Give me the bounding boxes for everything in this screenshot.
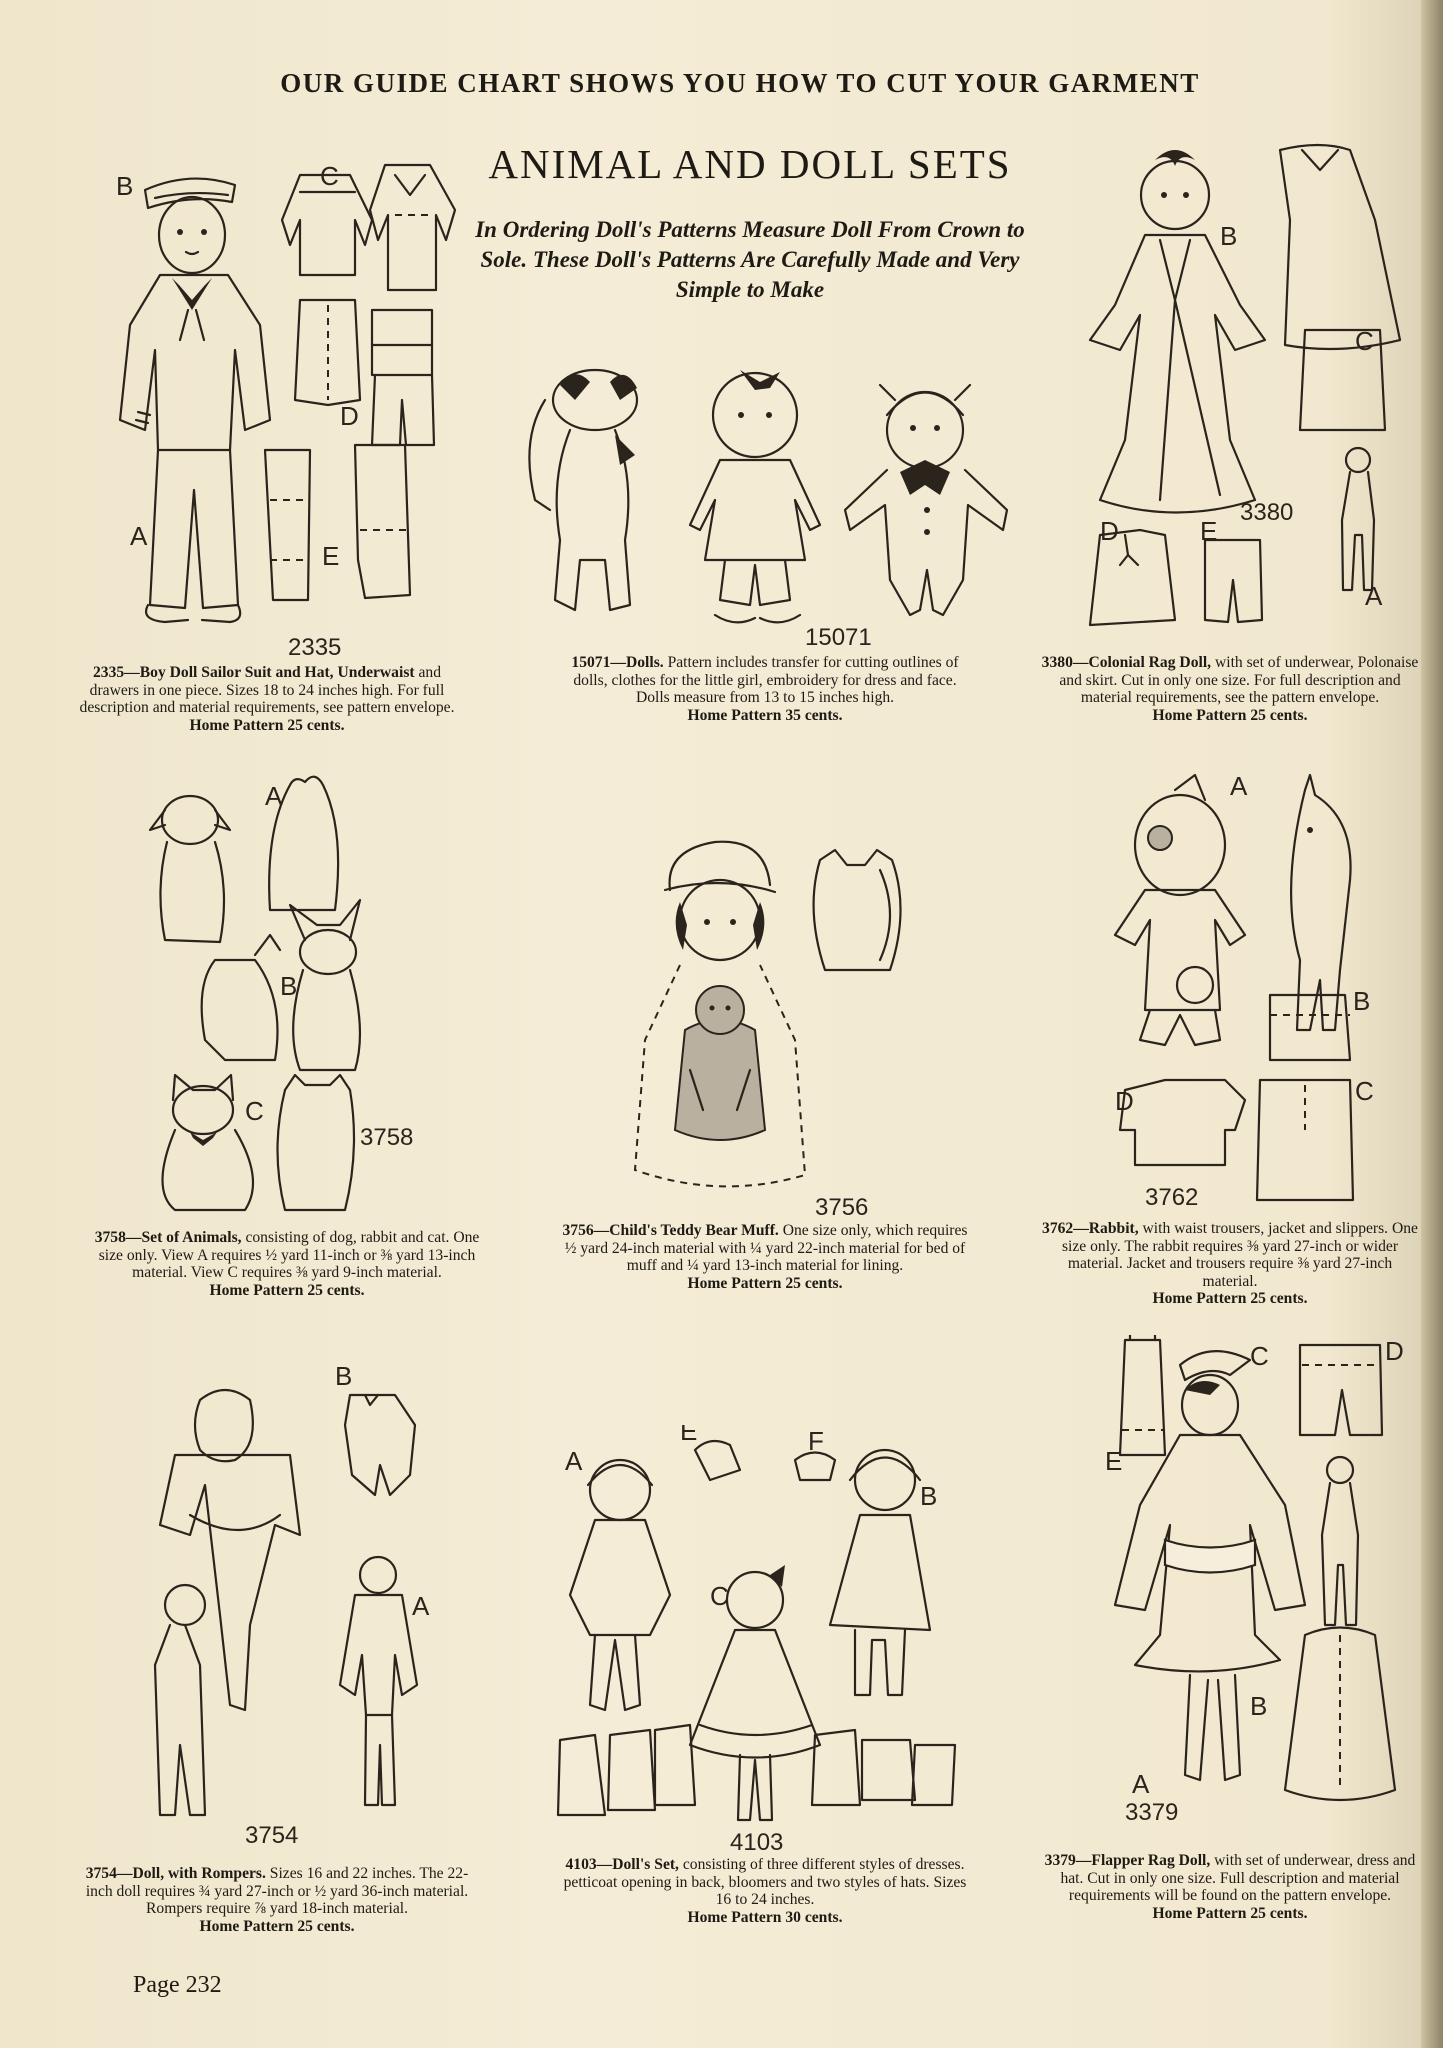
view-label-f: F	[808, 1426, 824, 1456]
figure-number-3379: 3379	[1125, 1799, 1179, 1825]
view-label-b: B	[335, 1365, 353, 1391]
figure-number-3380: 3380	[1240, 499, 1294, 526]
view-label-b: B	[1353, 986, 1371, 1016]
figure-number-4103: 4103	[730, 1829, 784, 1855]
view-label-e: E	[1105, 1446, 1123, 1476]
view-label-a: A	[130, 521, 148, 551]
view-label-b: B	[1250, 1691, 1268, 1721]
pattern-title: 3754—Doll, with Rompers.	[85, 1865, 266, 1882]
pattern-title: 3380—Colonial Rag Doll,	[1041, 654, 1212, 671]
pattern-title: 3762—Rabbit,	[1042, 1220, 1139, 1237]
pattern-body: and drawers in one piece. Sizes 18 to 24 inches high. For full description and material requirements, see pattern envelope.	[79, 664, 455, 716]
pattern-description-3380	[1040, 654, 1420, 724]
pattern-price: Home Pattern 25 cents.	[1152, 1290, 1308, 1307]
figure-number-3762: 3762	[1145, 1184, 1199, 1210]
view-label-a: A	[265, 781, 283, 811]
view-label-a: A	[412, 1591, 430, 1621]
pattern-description-3758	[92, 1229, 482, 1299]
view-label-e: E	[1200, 516, 1218, 546]
pattern-price: Home Pattern 25 cents.	[209, 1281, 365, 1299]
illustration-2335	[110, 150, 470, 660]
pattern-price: Home Pattern 25 cents.	[687, 1274, 843, 1292]
pattern-title: 3379—Flapper Rag Doll,	[1044, 1852, 1211, 1869]
figure-number-3756: 3756	[815, 1194, 869, 1220]
pattern-body: One size only, which requires ½ yard 24-inch material with ¼ yard 22-inch material for bed of muff and ¼ yard 13-inch material for lining.	[564, 1222, 968, 1274]
pattern-description-15071	[560, 654, 970, 724]
intro-text: In Ordering Doll's Patterns Measure Doll From Crown to Sole. These Doll's Patterns Are Carefully Made and Very Simple to Make	[475, 217, 1025, 302]
figure-number-2335: 2335	[288, 634, 342, 660]
pattern-title: 3756—Child's Teddy Bear Muff.	[562, 1222, 779, 1239]
figure-number-3754: 3754	[245, 1822, 299, 1845]
view-label-a: A	[1132, 1769, 1150, 1799]
view-label-c: C	[1355, 1076, 1374, 1106]
view-label-d: D	[340, 401, 359, 431]
figure-number-15071: 15071	[805, 624, 872, 650]
illustration-3380	[1080, 140, 1420, 640]
pattern-body: consisting of three different styles of dresses. petticoat opening in back, bloomers and two styles of hats. Sizes 16 to 24 inches.	[563, 1856, 967, 1908]
view-label-c: C	[710, 1581, 729, 1611]
pattern-body: Sizes 16 and 22 inches. The 22-inch doll requires ¾ yard 27-inch or ½ yard 36-inch material. Rompers require ⅞ yard 18-inch material.	[85, 1865, 469, 1917]
page-banner: OUR GUIDE CHART SHOWS YOU HOW TO CUT YOUR GARMENT	[280, 68, 1200, 98]
pattern-description-2335	[72, 664, 462, 734]
view-label-a: A	[565, 1446, 583, 1476]
pattern-description-3754	[82, 1865, 472, 1935]
page-number: Page 232	[133, 1972, 222, 1998]
view-label-d: D	[1385, 1336, 1404, 1366]
pattern-title: 4103—Doll's Set,	[565, 1856, 679, 1873]
view-label-c: C	[1250, 1341, 1269, 1371]
view-label-a: A	[1230, 771, 1248, 801]
pattern-price: Home Pattern 35 cents.	[687, 706, 843, 724]
view-label-c: C	[320, 161, 339, 191]
illustration-3756	[625, 830, 915, 1220]
view-label-d: D	[1100, 516, 1119, 546]
pattern-title: 2335—Boy Doll Sailor Suit and Hat, Underwaist	[92, 664, 415, 681]
pattern-body: consisting of dog, rabbit and cat. One size only. View A requires ½ yard 11-inch or ⅜ yard 13-inch material. View C requires ⅜ yard 9-inch material.	[98, 1229, 480, 1281]
pattern-price: Home Pattern 25 cents.	[199, 1917, 355, 1935]
pattern-price: Home Pattern 25 cents.	[1152, 1904, 1308, 1922]
figure-number-3758: 3758	[360, 1124, 414, 1151]
illustration-4103	[550, 1425, 960, 1855]
view-label-b: B	[116, 171, 134, 201]
pattern-price: Home Pattern 25 cents.	[1152, 706, 1308, 724]
illustration-3379	[1090, 1335, 1410, 1825]
illustration-15071	[515, 360, 1015, 650]
pattern-description-3379	[1040, 1852, 1420, 1922]
view-label-b: B	[920, 1481, 938, 1511]
illustration-3754	[130, 1365, 460, 1845]
pattern-description-3756	[560, 1222, 970, 1292]
view-label-c: C	[245, 1096, 264, 1126]
pattern-description-3762	[1040, 1220, 1420, 1308]
illustration-3762	[1105, 770, 1405, 1210]
view-label-d: D	[1115, 1086, 1134, 1116]
view-label-a: A	[1365, 581, 1383, 611]
view-label-e: E	[680, 1425, 698, 1446]
pattern-title: 3758—Set of Animals,	[94, 1229, 242, 1246]
pattern-body: with set of underwear, Polonaise and skirt. Cut in only one size. For full description and material requirements, see the pattern envelope.	[1059, 654, 1419, 706]
pattern-body: with set of underwear, dress and hat. Cut in only one size. Full description and material requirements will be found on the pattern envelope.	[1060, 1852, 1416, 1904]
pattern-title: 15071—Dolls.	[571, 654, 664, 671]
illustration-3758	[145, 770, 445, 1220]
view-label-b: B	[280, 971, 298, 1001]
pattern-body: with waist trousers, jacket and slippers. One size only. The rabbit requires ⅜ yard 27-inch or wider material. Jacket and trousers require ⅜ yard 27-inch material.	[1061, 1220, 1418, 1290]
page-title: ANIMAL AND DOLL SETS	[488, 141, 1012, 187]
pattern-price: Home Pattern 25 cents.	[189, 716, 345, 734]
pattern-body: Pattern includes transfer for cutting outlines of dolls, clothes for the little girl, embroidery for dress and face. Dolls measure from 13 to 15 inches high.	[573, 654, 959, 706]
page-binding-edge	[1421, 0, 1443, 2048]
view-label-b: B	[1220, 221, 1238, 251]
view-label-c: C	[1355, 326, 1374, 356]
pattern-price: Home Pattern 30 cents.	[687, 1908, 843, 1926]
view-label-e: E	[322, 541, 340, 571]
pattern-description-4103	[560, 1856, 970, 1926]
